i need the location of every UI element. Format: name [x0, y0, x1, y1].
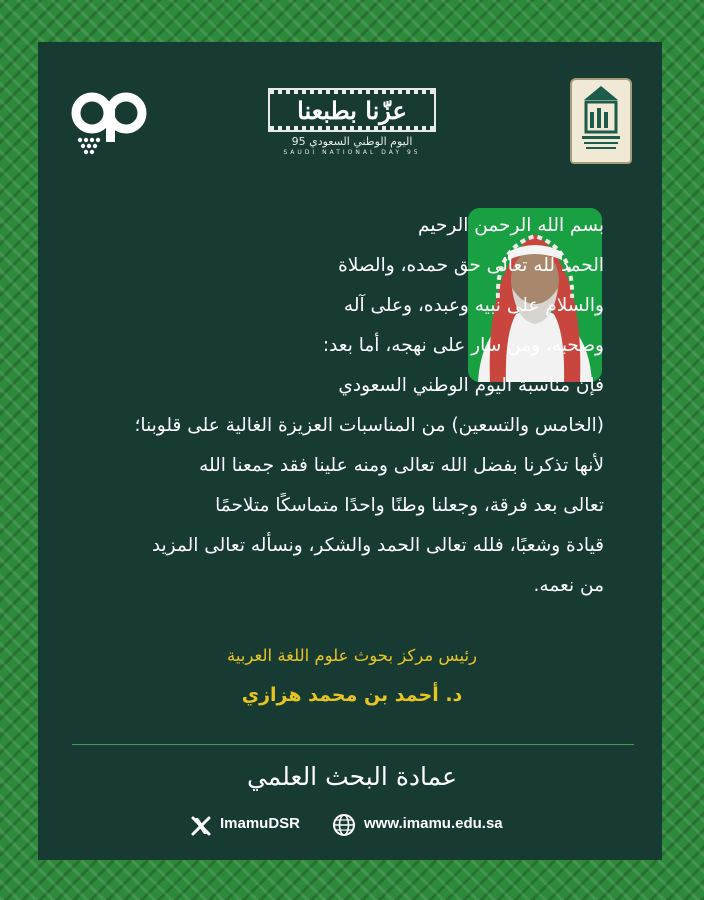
footer-contacts	[0, 813, 704, 837]
letter-line: وصحبه، ومن سار على نهجه، أما بعد:	[322, 335, 604, 356]
letter-body	[84, 206, 604, 606]
letter-line: والسلام على نبيه وعبده، وعلى آله	[343, 295, 604, 316]
letter-line: فإن مناسبة اليوم الوطني السعودي	[338, 375, 604, 396]
letter-line: الحمد لله تعالى حق حمده، والصلاة	[338, 255, 604, 276]
national-day-badge	[266, 88, 438, 160]
x-logo-icon[interactable]	[190, 815, 212, 837]
badge-subtitle: اليوم الوطني السعودي 95	[291, 135, 413, 148]
letter-line: (الخامس والتسعين) من المناسبات العزيزة الغالية على قلوبنا؛	[134, 415, 604, 436]
badge-frame	[268, 88, 436, 132]
signature-title: رئيس مركز بحوث علوم اللغة العربية	[226, 646, 478, 665]
letter-line: قيادة وشعبًا، فلله تعالى الحمد والشكر، ونسأله تعالى المزيد	[151, 535, 604, 556]
emblem-icon	[572, 80, 630, 162]
badge-english: SAUDI NATIONAL DAY 95	[283, 149, 421, 156]
social-handle-link[interactable]: ImamuDSR	[220, 815, 301, 832]
deanship-logo-text: عمادة البحث العلمي	[246, 762, 458, 791]
letter-line: من نعمه.	[533, 575, 604, 596]
divider	[72, 744, 634, 745]
badge-title: عزّنا بطبعنا	[297, 95, 407, 125]
brand-logo	[70, 92, 150, 158]
university-emblem	[570, 78, 632, 164]
signature-name: د. أحمد بن محمد هزازي	[241, 684, 463, 706]
letter-line: بسم الله الرحمن الرحيم	[418, 215, 604, 236]
letter-line: لأنها تذكرنا بفضل الله تعالى ومنه علينا فقد جمعنا الله	[199, 455, 604, 476]
letter-line: تعالى بعد فرقة، وجعلنا وطنًا واحدًا متماسكًا متلاحمًا	[215, 495, 604, 516]
globe-icon[interactable]	[332, 813, 356, 837]
website-link[interactable]: www.imamu.edu.sa	[364, 815, 503, 832]
